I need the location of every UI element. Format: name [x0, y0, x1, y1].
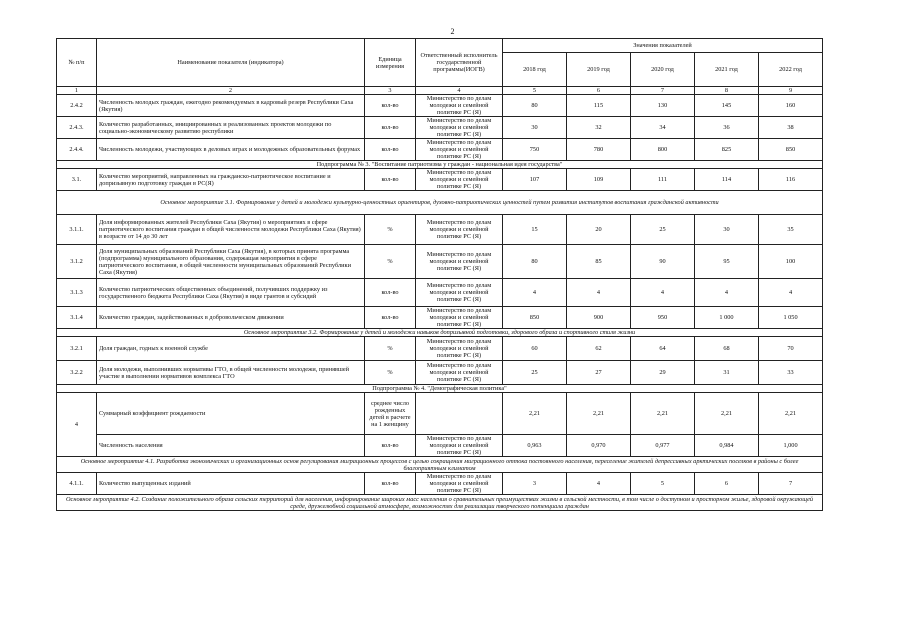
header-row: [57, 39, 823, 53]
subprogram-3-title: Подпрограмма № 3. "Воспитание патриотизма у граждан - национальная идея государства": [57, 161, 823, 169]
row-responsible: Министерство по делам молодежи и семейной политике РС (Я): [416, 215, 503, 245]
section-row: [57, 329, 823, 337]
row-value: 2,21: [631, 393, 695, 435]
row-responsible: Министерство по делам молодежи и семейной политике РС (Я): [416, 95, 503, 117]
col-number: 4: [416, 87, 503, 95]
row-unit: кол-во: [365, 117, 416, 139]
section-row: [57, 191, 823, 215]
row-value: 0,984: [695, 435, 759, 457]
row-value: 25: [631, 215, 695, 245]
row-unit: кол-во: [365, 307, 416, 329]
row-value: 1 050: [759, 307, 823, 329]
row-value: 27: [567, 361, 631, 385]
table-row: [57, 139, 823, 161]
row-value: 950: [631, 307, 695, 329]
row-value: 160: [759, 95, 823, 117]
main-activity-4-2: Основное мероприятие 4.2. Создание положительного образа сельских территорий для населения, информирование широких масс населения о сравнительных преимуществах жизни в сельской местности, в том числе о доступном и просторном жилье, здоровой окружающей среде, дружелюбной социальной атмосфере, возможностях для реализации творческого потенциала граждан: [57, 495, 823, 511]
row-name: Количество разработанных, инициированных и реализованных проектов молодежи по социально-экономическому развитию республики: [97, 117, 365, 139]
table-row: [57, 393, 823, 435]
table-row: [57, 245, 823, 279]
row-value: 1,000: [759, 435, 823, 457]
table-row: [57, 169, 823, 191]
main-activity-4-1: Основное мероприятие 4.1. Разработка экономических и организационных основ регулирования миграционных процессов с целью сокращения миграционного оттока постоянного населения, переселение жителей депрессивных арктических поселков в районы с более благоприятным климатом: [57, 457, 823, 473]
row-value: 2,21: [695, 393, 759, 435]
row-name: Доля информированных жителей Республики Саха (Якутия) о мероприятиях в сфере патриотического воспитания граждан в общей численности молодежи Республики Саха (Якутия) в возрасте от 14 до 30 лет: [97, 215, 365, 245]
row-value: 70: [759, 337, 823, 361]
row-responsible: Министерство по делам молодежи и семейной политике РС (Я): [416, 169, 503, 191]
main-activity-3-2: Основное мероприятие 3.2. Формирование у детей и молодежи навыков допризывной подготовки, здорового образа и спортивного стиля жизни: [57, 329, 823, 337]
row-name: Численность населения: [97, 435, 365, 457]
row-num: 3.2.2: [57, 361, 97, 385]
header-values-group: Значения показателей: [503, 39, 823, 53]
row-value: 100: [759, 245, 823, 279]
col-number: 8: [695, 87, 759, 95]
table-row: [57, 307, 823, 329]
table-row: [57, 473, 823, 495]
row-unit: %: [365, 361, 416, 385]
row-responsible: Министерство по делам молодежи и семейной политике РС (Я): [416, 307, 503, 329]
section-row: [57, 385, 823, 393]
row-responsible: Министерство по делам молодежи и семейной политике РС (Я): [416, 245, 503, 279]
row-value: 30: [503, 117, 567, 139]
row-unit: среднее число рожденных детей в расчете на 1 женщину: [365, 393, 416, 435]
header-year: 2022 год: [759, 53, 823, 87]
row-unit: кол-во: [365, 279, 416, 307]
row-value: 825: [695, 139, 759, 161]
header-unit: Единица измерения: [365, 39, 416, 87]
row-value: 800: [631, 139, 695, 161]
row-name: Количество патриотических общественных объединений, получивших поддержку из государственного бюджета Республики Саха (Якутия) в виде грантов и субсидий: [97, 279, 365, 307]
row-responsible: Министерство по делам молодежи и семейной политике РС (Я): [416, 361, 503, 385]
row-responsible: [416, 393, 503, 435]
row-responsible: Министерство по делам молодежи и семейной политике РС (Я): [416, 337, 503, 361]
row-value: 780: [567, 139, 631, 161]
header-year: 2019 год: [567, 53, 631, 87]
row-value: 2,21: [503, 393, 567, 435]
header-responsible: Ответственный исполнитель государственной программы(ИОГВ): [416, 39, 503, 87]
header-year: 2018 год: [503, 53, 567, 87]
row-value: 115: [567, 95, 631, 117]
row-value: 15: [503, 215, 567, 245]
col-number: 9: [759, 87, 823, 95]
col-number: 3: [365, 87, 416, 95]
row-value: 2,21: [567, 393, 631, 435]
row-name: Численность молодежи, участвующих в деловых играх и молодежных образовательных форумах: [97, 139, 365, 161]
row-responsible: Министерство по делам молодежи и семейной политике РС (Я): [416, 279, 503, 307]
row-name: Количество граждан, задействованных в добровольческом движении: [97, 307, 365, 329]
col-number: 1: [57, 87, 97, 95]
header-name: Наименование показателя (индикатора): [97, 39, 365, 87]
row-value: 4: [695, 279, 759, 307]
column-numbers-row: [57, 87, 823, 95]
row-value: 4: [759, 279, 823, 307]
row-num: 4: [57, 393, 97, 457]
row-name: Суммарный коэффициент рождаемости: [97, 393, 365, 435]
row-value: 20: [567, 215, 631, 245]
row-name: Количество выпущенных изданий: [97, 473, 365, 495]
row-num: 3.2.1: [57, 337, 97, 361]
row-value: 4: [567, 279, 631, 307]
row-value: 33: [759, 361, 823, 385]
table-row: [57, 435, 823, 457]
row-value: 145: [695, 95, 759, 117]
row-value: 4: [503, 279, 567, 307]
row-num: 3.1.4: [57, 307, 97, 329]
row-unit: кол-во: [365, 139, 416, 161]
row-value: 0,977: [631, 435, 695, 457]
row-value: 7: [759, 473, 823, 495]
row-value: 109: [567, 169, 631, 191]
row-num: 2.4.3.: [57, 117, 97, 139]
row-value: 850: [503, 307, 567, 329]
table-row: [57, 95, 823, 117]
row-num: 4.1.1.: [57, 473, 97, 495]
row-value: 64: [631, 337, 695, 361]
table-row: [57, 361, 823, 385]
row-value: 0,963: [503, 435, 567, 457]
row-unit: кол-во: [365, 95, 416, 117]
row-value: 34: [631, 117, 695, 139]
section-row: [57, 161, 823, 169]
row-name: Доля молодежи, выполнивших нормативы ГТО, в общей численности молодежи, принявшей участие в выполнении нормативов комплекса ГТО: [97, 361, 365, 385]
row-value: 850: [759, 139, 823, 161]
header-year: 2020 год: [631, 53, 695, 87]
row-value: 32: [567, 117, 631, 139]
row-value: 95: [695, 245, 759, 279]
row-responsible: Министерство по делам молодежи и семейной политике РС (Я): [416, 435, 503, 457]
row-value: 36: [695, 117, 759, 139]
row-value: 80: [503, 95, 567, 117]
row-num: 3.1.2: [57, 245, 97, 279]
row-value: 85: [567, 245, 631, 279]
page-number: 2: [450, 27, 455, 36]
row-value: 2,21: [759, 393, 823, 435]
row-num: 3.1.: [57, 169, 97, 191]
header-year: 2021 год: [695, 53, 759, 87]
row-value: 3: [503, 473, 567, 495]
row-responsible: Министерство по делам молодежи и семейной политике РС (Я): [416, 117, 503, 139]
row-value: 0,970: [567, 435, 631, 457]
table-row: [57, 215, 823, 245]
row-value: 80: [503, 245, 567, 279]
row-value: 111: [631, 169, 695, 191]
row-name: Доля муниципальных образований Республики Саха (Якутия), в которых принята программа (подпрограмма) муниципального образования, содержащая мероприятия в сфере патриотического воспитания, в общей численности муниципальных образований Республики Саха (Якутия): [97, 245, 365, 279]
row-value: 25: [503, 361, 567, 385]
row-value: 5: [631, 473, 695, 495]
row-value: 38: [759, 117, 823, 139]
row-responsible: Министерство по делам молодежи и семейной политике РС (Я): [416, 139, 503, 161]
row-value: 750: [503, 139, 567, 161]
table-row: [57, 279, 823, 307]
row-unit: %: [365, 337, 416, 361]
row-value: 4: [631, 279, 695, 307]
row-value: 68: [695, 337, 759, 361]
row-num: 2.4.4.: [57, 139, 97, 161]
row-value: 30: [695, 215, 759, 245]
row-value: 4: [567, 473, 631, 495]
row-value: 60: [503, 337, 567, 361]
row-value: 6: [695, 473, 759, 495]
row-name: Доля граждан, годных к военной службе: [97, 337, 365, 361]
row-value: 130: [631, 95, 695, 117]
row-value: 114: [695, 169, 759, 191]
row-value: 90: [631, 245, 695, 279]
row-value: 107: [503, 169, 567, 191]
row-unit: %: [365, 245, 416, 279]
indicators-table: [56, 38, 823, 511]
header-num: № п/п: [57, 39, 97, 87]
row-value: 29: [631, 361, 695, 385]
row-responsible: Министерство по делам молодежи и семейной политике РС (Я): [416, 473, 503, 495]
table-row: [57, 337, 823, 361]
row-name: Количество мероприятий, направленных на гражданско-патриотическое воспитание и допризывную подготовку граждан в РС(Я): [97, 169, 365, 191]
row-value: 62: [567, 337, 631, 361]
col-number: 7: [631, 87, 695, 95]
row-unit: %: [365, 215, 416, 245]
row-value: 1 000: [695, 307, 759, 329]
table-row: [57, 117, 823, 139]
section-row: [57, 495, 823, 511]
row-unit: кол-во: [365, 169, 416, 191]
col-number: 5: [503, 87, 567, 95]
main-activity-3-1: Основное мероприятие 3.1. Формирование у детей и молодежи культурно-ценностных ориентиров, духовно-патриотических ценностей путем развития институтов воспитания гражданской активности: [57, 191, 823, 215]
col-number: 2: [97, 87, 365, 95]
row-num: 3.1.1.: [57, 215, 97, 245]
row-unit: кол-во: [365, 435, 416, 457]
row-value: 35: [759, 215, 823, 245]
row-name: Численность молодых граждан, ежегодно рекомендуемых в кадровый резерв Республики Саха (Якутия): [97, 95, 365, 117]
subprogram-4-title: Подпрограмма № 4. "Демографическая политика": [57, 385, 823, 393]
row-unit: кол-во: [365, 473, 416, 495]
row-value: 116: [759, 169, 823, 191]
row-num: 2.4.2: [57, 95, 97, 117]
col-number: 6: [567, 87, 631, 95]
row-value: 900: [567, 307, 631, 329]
row-value: 31: [695, 361, 759, 385]
row-num: 3.1.3: [57, 279, 97, 307]
section-row: [57, 457, 823, 473]
